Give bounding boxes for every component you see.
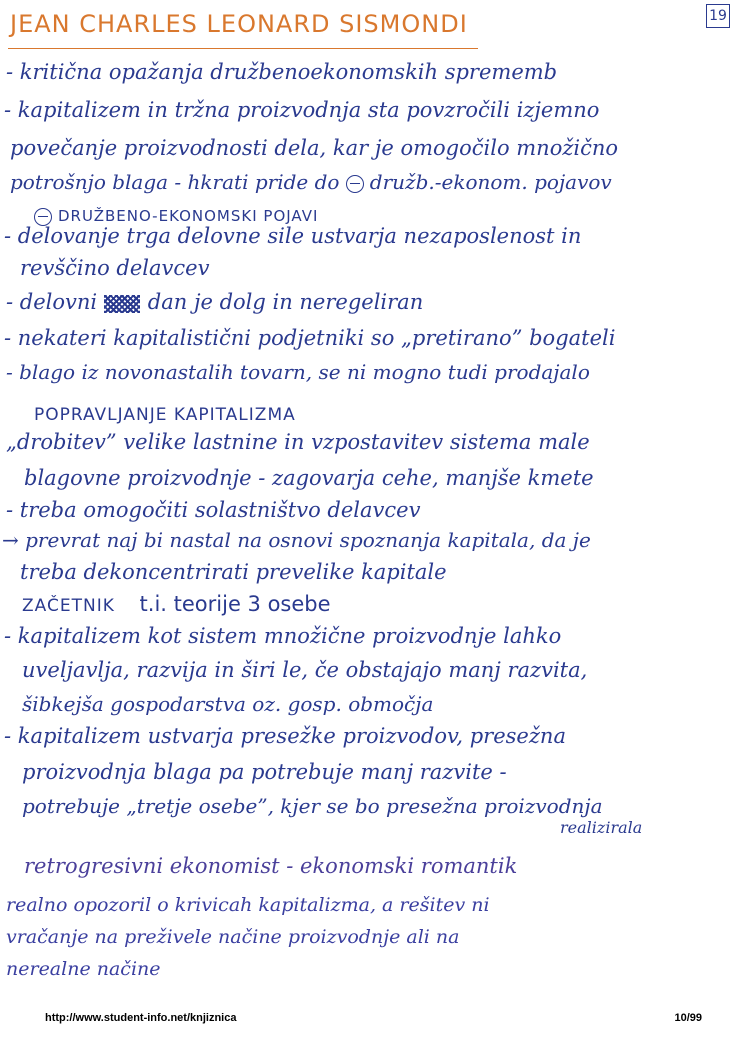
- note-line-12: „drobitev” velike lastnine in vzpostavitev sistema male: [6, 430, 590, 454]
- note-line-10: - blago iz novonastalih tovarn, se ni mogno tudi prodajalo: [6, 360, 590, 384]
- note-line-21: - kapitalizem ustvarja presežke proizvodov, presežna: [4, 724, 566, 748]
- section-heading-druzbeno-text: DRUŽBENO-EKONOMSKI POJAVI: [58, 207, 319, 225]
- section-heading-zacetnik: ZAČETNIK: [22, 596, 115, 616]
- note-line-1: - kritična opažanja družbenoekonomskih sprememb: [6, 60, 558, 84]
- page-title: JEAN CHARLES LEONARD SISMONDI: [10, 10, 468, 38]
- minus-circle-icon: [346, 175, 364, 193]
- note-line-9: - nekateri kapitalistični podjetniki so „pretirano” bogateli: [4, 326, 616, 350]
- note-line-4-text: potrošnjo blaga - hkrati pride do: [10, 170, 340, 194]
- note-line-17-tail: t.i. teorije 3 osebe: [139, 592, 331, 616]
- note-line-6: - delovanje trga delovne sile ustvarja nezaposlenost in: [4, 224, 582, 248]
- note-line-15: → prevrat naj bi nastal na osnovi spoznanja kapitala, da je: [2, 528, 591, 552]
- footer-page-count: 10/99: [674, 1012, 702, 1024]
- note-line-14: - treba omogočiti solastništvo delavcev: [6, 498, 421, 522]
- note-line-24: retrogresivni ekonomist - ekonomski romantik: [24, 854, 518, 878]
- note-line-26: vračanje na preživele načine proizvodnje ali na: [6, 926, 460, 948]
- footer-url: http://www.student-info.net/knjiznica: [45, 1012, 237, 1024]
- note-line-4-tail: družb.-ekonom. pojavov: [369, 170, 612, 194]
- page-number-box: 19: [706, 4, 730, 28]
- note-line-16: treba dekoncentrirati prevelike kapitale: [20, 560, 447, 584]
- crossed-out-word: [104, 295, 140, 313]
- note-line-17: [22, 594, 331, 615]
- minus-circle-icon: [34, 208, 52, 226]
- note-line-2: - kapitalizem in tržna proizvodnja sta povzročili izjemno: [4, 98, 600, 122]
- note-line-27: nerealne načine: [6, 958, 161, 980]
- note-line-7: revščino delavcev: [20, 256, 210, 280]
- note-line-3: povečanje proizvodnosti dela, kar je omogočilo množično: [10, 136, 619, 160]
- note-line-4: [10, 172, 612, 193]
- note-line-23: potrebuje „tretje osebe”, kjer se bo presežna proizvodnja: [22, 794, 603, 818]
- note-line-25: realno opozoril o krivicah kapitalizma, a rešitev ni: [6, 894, 490, 916]
- note-line-19: uveljavlja, razvija in širi le, če obstajajo manj razvita,: [22, 658, 588, 682]
- title-underline: [8, 48, 478, 49]
- section-heading-popravljanje: POPRAVLJANJE KAPITALIZMA: [34, 405, 296, 425]
- note-line-23-continuation: realizirala: [560, 818, 643, 837]
- note-line-8-start: - delovni: [6, 290, 98, 314]
- note-line-22: proizvodnja blaga pa potrebuje manj razvite -: [22, 760, 507, 784]
- section-heading-druzbeno: [34, 207, 318, 226]
- note-line-8-end: dan je dolg in neregeliran: [147, 290, 424, 314]
- note-line-18: - kapitalizem kot sistem množične proizvodnje lahko: [4, 624, 562, 648]
- note-line-13: blagovne proizvodnje - zagovarja cehe, manjše kmete: [24, 466, 594, 490]
- note-line-20: šibkejša gospodarstva oz. gosp. območja: [22, 692, 434, 716]
- note-line-8: [6, 292, 423, 313]
